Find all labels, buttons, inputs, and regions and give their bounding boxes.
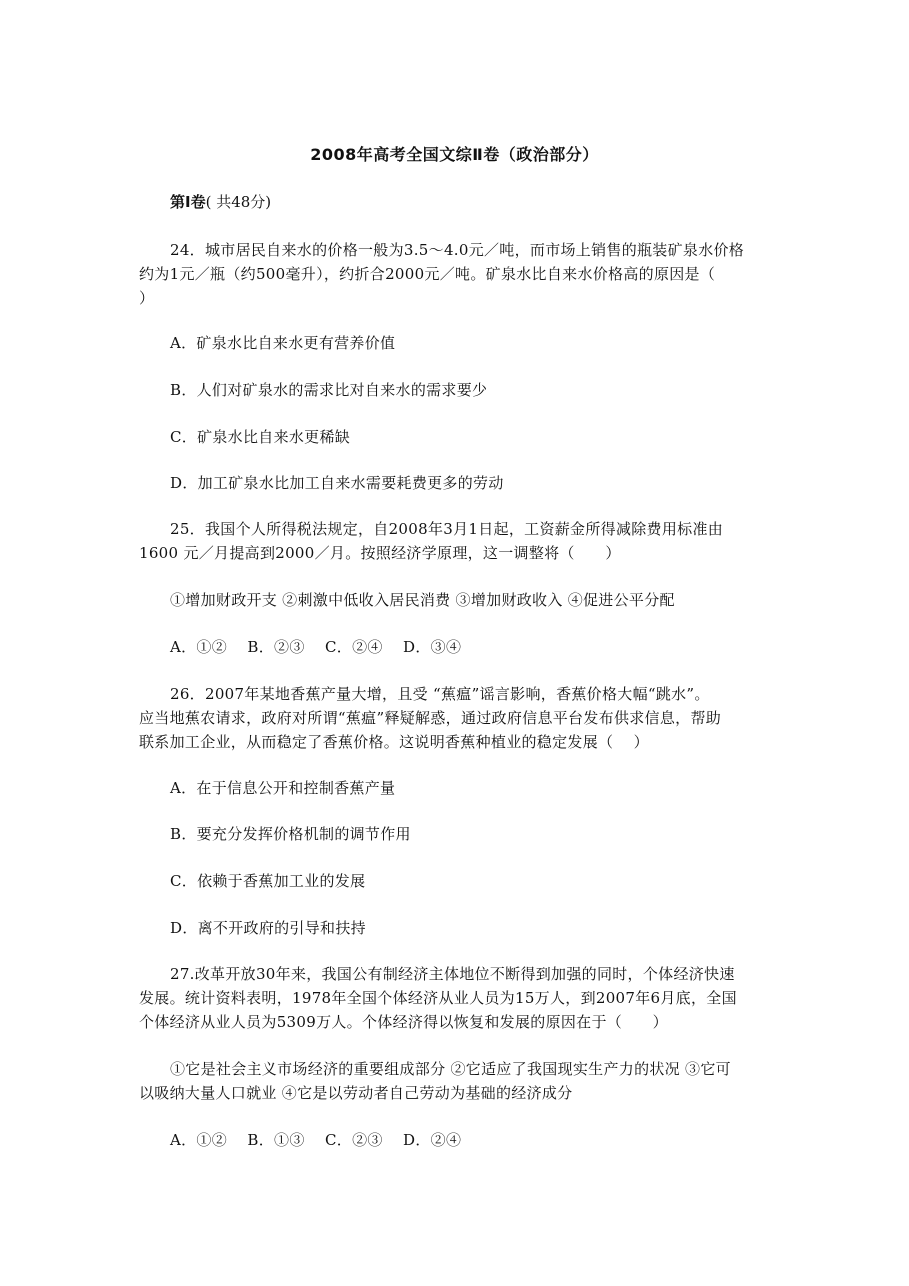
- q24-option-a: A．矿泉水比自来水更有营养价值: [170, 334, 396, 352]
- q24-stem-line-3: ）: [139, 289, 155, 307]
- q24-option-b: B．人们对矿泉水的需求比对自来水的需求要少: [170, 381, 488, 399]
- q25-stem-line-1: 25．我国个人所得税法规定，自2008年3月1日起，工资薪金所得减除费用标准由: [170, 520, 724, 538]
- q26-stem-line-3: 联系加工企业，从而稳定了香蕉价格。这说明香蕉种植业的稳定发展（ ）: [139, 733, 649, 751]
- q26-stem-line-1: 26．2007年某地香蕉产量大增，且受 “蕉瘟”谣言影响，香蕉价格大幅“跳水”。: [170, 685, 710, 703]
- q26-option-a: A．在于信息公开和控制香蕉产量: [170, 779, 396, 797]
- q25-statements: ①增加财政开支 ②刺激中低收入居民消费 ③增加财政收入 ④促进公平分配: [170, 591, 675, 609]
- section-score-note: ( 共48分): [205, 193, 272, 211]
- q26-option-d: D．离不开政府的引导和扶持: [170, 919, 366, 937]
- section-label: 第Ⅰ卷: [170, 193, 206, 211]
- document-title: 2008年高考全国文综Ⅱ卷（政治部分）: [310, 145, 599, 164]
- q24-option-c: C．矿泉水比自来水更稀缺: [170, 428, 351, 446]
- q25-stem-line-2: 1600 元／月提高到2000／月。按照经济学原理，这一调整将（ ）: [139, 544, 621, 562]
- q24-stem-line-1: 24．城市居民自来水的价格一般为3.5～4.0元／吨，而市场上销售的瓶装矿泉水价格: [170, 241, 745, 259]
- section-heading: [170, 191, 271, 213]
- q26-stem-line-2: 应当地蕉农请求，政府对所谓“蕉瘟”释疑解惑，通过政府信息平台发布供求信息，帮助: [139, 709, 722, 727]
- q24-stem-line-2: 约为1元／瓶（约500毫升），约折合2000元／吨。矿泉水比自来水价格高的原因是（: [139, 265, 716, 283]
- q27-stem-line-2: 发展。统计资料表明，1978年全国个体经济从业人员为15万人，到2007年6月底，全国: [139, 989, 737, 1007]
- q24-option-d: D．加工矿泉水比加工自来水需要耗费更多的劳动: [170, 474, 504, 492]
- q25-options: A．①② B．②③ C．②④ D．③④: [170, 638, 462, 656]
- q26-option-c: C．依赖于香蕉加工业的发展: [170, 872, 366, 890]
- q26-option-b: B．要充分发挥价格机制的调节作用: [170, 825, 411, 843]
- q27-stem-line-1: 27.改革开放30年来，我国公有制经济主体地位不断得到加强的同时，个体经济快速: [170, 965, 735, 983]
- q27-statements-line-2: 以吸纳大量人口就业 ④它是以劳动者自己劳动为基础的经济成分: [139, 1084, 573, 1102]
- q27-statements-line-1: ①它是社会主义市场经济的重要组成部分 ②它适应了我国现实生产力的状况 ③它可: [170, 1060, 731, 1078]
- q27-stem-line-3: 个体经济从业人员为5309万人。个体经济得以恢复和发展的原因在于（ ）: [139, 1013, 668, 1031]
- q27-options: A．①② B．①③ C．②③ D．②④: [170, 1131, 462, 1149]
